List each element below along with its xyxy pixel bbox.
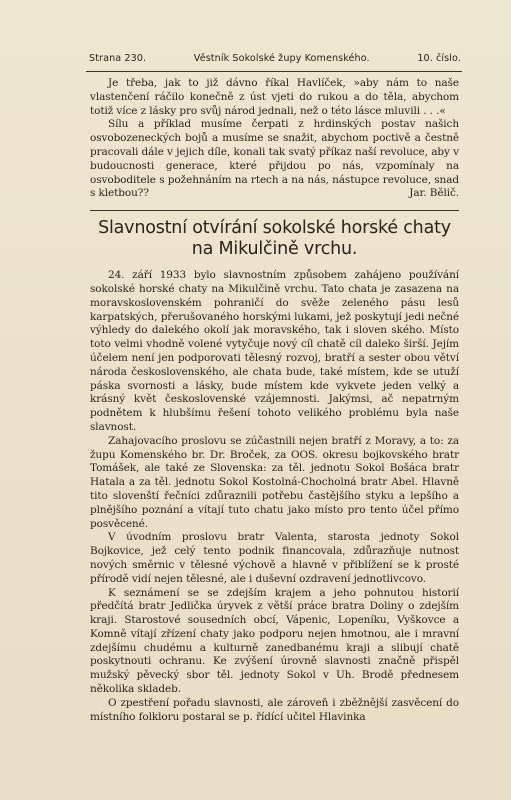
journal-title: Věstník Sokolské župy Komenského. xyxy=(193,53,370,64)
section-divider xyxy=(90,210,459,211)
article-paragraph: V úvodním proslovu bratr Valenta, starosta jednoty Sokol Bojkovice, jež celý tento podnik financovala, zdůrazňuje nutnost nových směrnic v tělesné výchově a hlavně v přiblížení se k prosté přírodě vidí nejen tělesné, ale i duševní ozdravení jednotlivcovo. xyxy=(90,531,459,585)
article-title-line: na Mikulčině vrchu. xyxy=(191,239,358,260)
article-paragraph: Zahajovacího proslovu se zúčastnili nejen bratří z Moravy, a to: za župu Komenského br. Dr. Broček, za OOS. okresu bojkovského bratr Tomášek, ale také ze Slovenska: za těl. jednotu Sokol Bošáca bratr Hatala a za těl. jednotu Sokol Kostolná-Chocholná bratr Abel. Hlavně tito slovenští řečníci zdůraznili potřebu častějšího styku a lepšího a plnějšího poznání a vítají tuto chatu jako místo pro tento účel přímo posvěcené. xyxy=(90,434,459,530)
author-signature: Jar. Bělič. xyxy=(409,187,459,200)
article-paragraph: K seznámení se se zdejším krajem a jeho pohnutou historií předčítá bratr Jedlička úryvek z větší práce bratra Doliny o zdejším kraji. Starostové sousedních obcí, Vápenic, Lopeníku, Vyškovce a Komně vítají zřízení chaty jako podporu nejen hmotnou, ale i mravní zdejšímu chudému a kulturně zanedbanému kraji a slibují chatě poskytnouti ochranu. Ke zvýšení úrovně slavnosti značně přispěl mužský pěvecký sbor těl. jednoty Sokol v Uh. Brodě přednesem několika skladeb. xyxy=(90,586,459,696)
article-paragraph: 24. září 1933 bylo slavnostním způsobem zahájeno používání sokolské horské chaty na Mikulčině vrchu. Tato chata je zasazena na moravskoslovenském pohraničí do svěže zeleného pásu lesů karpatských, přerušovaného horskými lukami, jež poskytují jedi nečné výhledy do dalekého okolí jak moravského, tak i sloven ského. Místo toto velmi vhodně volené vytyčuje nový cíl chatě cíl daleko širší. Jejím účelem není jen podporovati tělesný rozvoj, bratří a sester obou větví národa československého, ale chata bude, také místem, kde se utuží páska svornosti a lásky, bude místem kde vykvete jeden velký a krásný květ československé vzájemnosti. Jakýmsi, ač nepatrným podnětem k hlubšímu řešení tohoto velikého problému byla naše slavnost. xyxy=(90,269,459,433)
quote-paragraph: Je třeba, jak to již dávno říkal Havlíček, »aby nám to naše vlastenčení ráčilo konečně z úst vjeti do rukou a do těla, abychom totiž více z lásky pro svůj národ jednali, než o této lásce mluvili . . .« xyxy=(90,77,459,117)
article-title-line: Slavnostní otvírání sokolské horské chaty xyxy=(98,218,451,239)
quote-paragraph xyxy=(90,118,459,201)
page-content xyxy=(90,77,459,724)
running-header xyxy=(89,53,461,64)
article-title xyxy=(90,218,459,260)
quote-text: Sílu a příklad musíme čerpati z hrdinských postav našich osvobozeneckých bojů a musíme se snažit, abychom poctivě a čestně pracovali dále v jejich díle, konali tak svatý příkaz naší revoluce, aby v budoucnosti generace, které přijdou po nás, vzpomínaly na osvoboditele s požehnáním na rtech a na nás, nástupce revoluce, snad s kletbou?? xyxy=(90,118,459,200)
header-rule xyxy=(86,71,462,72)
issue-number: 10. číslo. xyxy=(417,53,461,64)
article-paragraph: O zpestření pořadu slavnosti, ale zároveň i zběžnější zasvěcení do místního folkloru postaral se p. řídící učitel Hlavinka xyxy=(90,696,459,723)
page-number: Strana 230. xyxy=(89,53,147,64)
